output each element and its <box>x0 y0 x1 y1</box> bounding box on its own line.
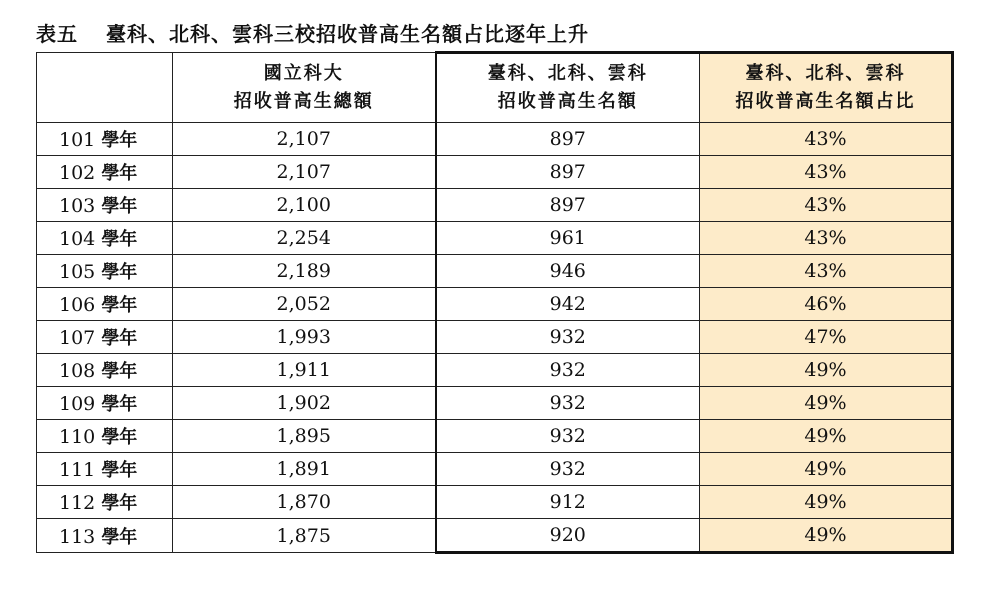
year-number: 104 <box>59 228 96 250</box>
year-number: 102 <box>59 162 96 184</box>
total-cell: 1,895 <box>173 420 436 453</box>
three-schools-cell: 932 <box>436 321 700 354</box>
year-number: 106 <box>59 294 96 316</box>
table-row <box>37 453 953 486</box>
three-schools-cell: 961 <box>436 222 700 255</box>
year-cell <box>37 387 173 420</box>
year-suffix: 學年 <box>101 262 138 283</box>
table-row <box>37 288 953 321</box>
year-cell <box>37 288 173 321</box>
year-suffix: 學年 <box>101 295 138 316</box>
year-cell <box>37 189 173 222</box>
year-suffix: 學年 <box>101 493 138 514</box>
year-cell <box>37 486 173 519</box>
year-number: 109 <box>59 393 96 415</box>
ratio-cell: 43% <box>700 189 953 222</box>
caption-title: 臺科、北科、雲科三校招收普高生名額占比逐年上升 <box>106 22 589 46</box>
header-ratio-line1: 臺科、北科、雲科 <box>745 63 906 84</box>
header-total <box>173 53 436 123</box>
table-row <box>37 420 953 453</box>
three-schools-cell: 897 <box>436 156 700 189</box>
three-schools-cell: 932 <box>436 387 700 420</box>
enrollment-table <box>36 51 954 554</box>
total-cell: 1,891 <box>173 453 436 486</box>
year-suffix: 學年 <box>101 460 138 481</box>
ratio-cell: 43% <box>700 222 953 255</box>
year-suffix: 學年 <box>101 196 138 217</box>
year-cell <box>37 420 173 453</box>
year-cell <box>37 453 173 486</box>
header-year <box>37 53 173 123</box>
year-suffix: 學年 <box>101 328 138 349</box>
table-row <box>37 189 953 222</box>
header-three-schools-line1: 臺科、北科、雲科 <box>487 63 648 84</box>
year-suffix: 學年 <box>101 394 138 415</box>
table-body <box>37 123 953 553</box>
ratio-cell: 43% <box>700 123 953 156</box>
year-cell <box>37 354 173 387</box>
table-row <box>37 156 953 189</box>
total-cell: 1,875 <box>173 519 436 553</box>
total-cell: 1,902 <box>173 387 436 420</box>
three-schools-cell: 897 <box>436 189 700 222</box>
year-suffix: 學年 <box>101 526 138 548</box>
header-three-schools-line2: 招收普高生名額 <box>497 91 638 112</box>
ratio-cell: 47% <box>700 321 953 354</box>
ratio-cell: 49% <box>700 354 953 387</box>
year-number: 105 <box>59 261 96 283</box>
total-cell: 2,100 <box>173 189 436 222</box>
ratio-cell: 43% <box>700 156 953 189</box>
year-number: 108 <box>59 360 96 382</box>
year-suffix: 學年 <box>101 361 138 382</box>
year-cell <box>37 519 173 553</box>
year-number: 113 <box>59 525 96 548</box>
three-schools-cell: 912 <box>436 486 700 519</box>
total-cell: 1,911 <box>173 354 436 387</box>
year-number: 103 <box>59 195 96 217</box>
three-schools-cell: 932 <box>436 453 700 486</box>
ratio-cell: 49% <box>700 420 953 453</box>
year-number: 107 <box>59 327 96 349</box>
ratio-cell: 49% <box>700 453 953 486</box>
year-number: 110 <box>59 426 96 448</box>
table-row <box>37 387 953 420</box>
header-ratio-line2: 招收普高生名額占比 <box>735 91 916 112</box>
ratio-cell: 49% <box>700 387 953 420</box>
header-row <box>37 53 953 123</box>
ratio-cell: 43% <box>700 255 953 288</box>
year-cell <box>37 123 173 156</box>
year-number: 112 <box>59 492 96 514</box>
table-row <box>37 123 953 156</box>
table-row <box>37 255 953 288</box>
table-row <box>37 354 953 387</box>
total-cell: 2,254 <box>173 222 436 255</box>
total-cell: 2,189 <box>173 255 436 288</box>
header-ratio <box>700 53 953 123</box>
total-cell: 2,107 <box>173 156 436 189</box>
three-schools-cell: 932 <box>436 420 700 453</box>
table-row <box>37 321 953 354</box>
header-total-line2: 招收普高生總額 <box>233 90 374 112</box>
year-suffix: 學年 <box>101 130 138 151</box>
year-cell <box>37 156 173 189</box>
total-cell: 2,107 <box>173 123 436 156</box>
ratio-cell: 49% <box>700 519 953 553</box>
year-suffix: 學年 <box>101 427 138 448</box>
year-cell <box>37 321 173 354</box>
year-number: 111 <box>59 459 96 481</box>
caption-label: 表五 <box>36 22 78 46</box>
year-suffix: 學年 <box>101 163 138 184</box>
ratio-cell: 49% <box>700 486 953 519</box>
three-schools-cell: 932 <box>436 354 700 387</box>
header-three-schools <box>436 53 700 123</box>
year-cell <box>37 222 173 255</box>
table-row <box>37 486 953 519</box>
table-row <box>37 519 953 553</box>
year-cell <box>37 255 173 288</box>
total-cell: 2,052 <box>173 288 436 321</box>
year-suffix: 學年 <box>101 229 138 250</box>
table-row <box>37 222 953 255</box>
total-cell: 1,870 <box>173 486 436 519</box>
three-schools-cell: 942 <box>436 288 700 321</box>
total-cell: 1,993 <box>173 321 436 354</box>
header-total-line1: 國立科大 <box>263 62 344 84</box>
three-schools-cell: 920 <box>436 519 700 553</box>
three-schools-cell: 946 <box>436 255 700 288</box>
three-schools-cell: 897 <box>436 123 700 156</box>
ratio-cell: 46% <box>700 288 953 321</box>
year-number: 101 <box>59 129 96 151</box>
table-caption <box>36 18 589 47</box>
